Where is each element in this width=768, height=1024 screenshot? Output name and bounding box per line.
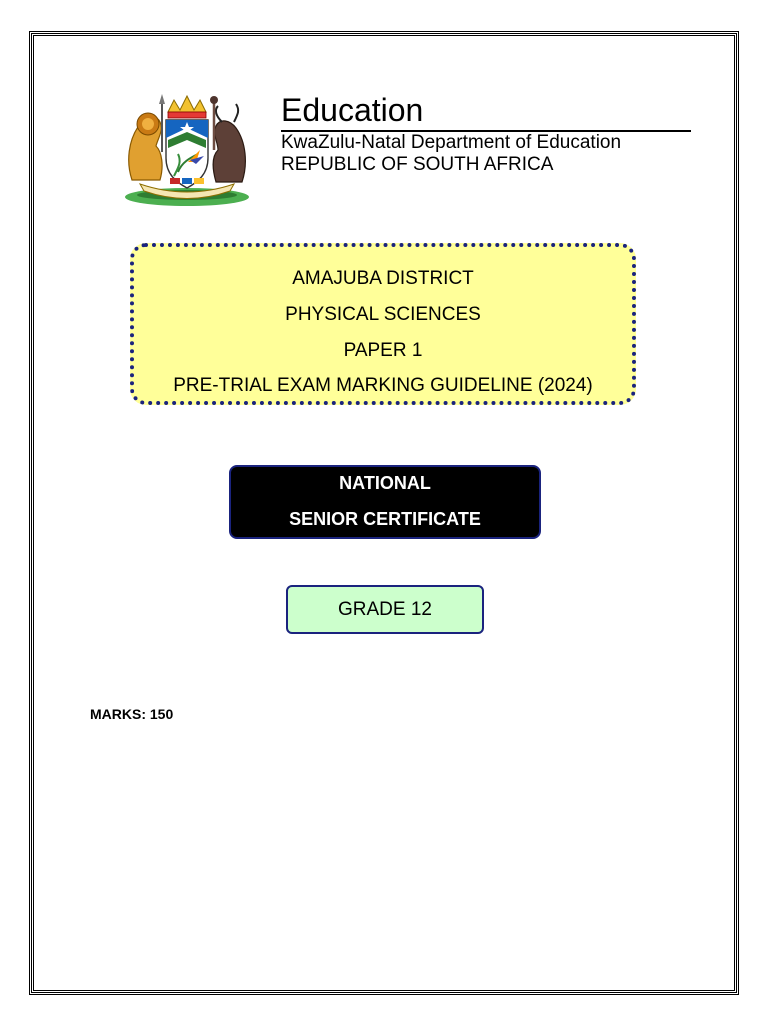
certificate-line-senior: SENIOR CERTIFICATE <box>289 509 481 529</box>
total-marks: MARKS: 150 <box>90 706 174 722</box>
grade-badge: GRADE 12 <box>286 585 484 634</box>
paper-title-box <box>130 243 636 405</box>
header-text-block <box>281 92 691 176</box>
district-line: AMAJUBA DISTRICT <box>292 268 474 289</box>
country-name: REPUBLIC OF SOUTH AFRICA <box>281 154 554 175</box>
certificate-line-national: NATIONAL <box>339 473 431 493</box>
department-name: KwaZulu-Natal Department of Education <box>281 132 622 153</box>
page-title: Education <box>281 92 691 132</box>
paper-line: PAPER 1 <box>343 340 423 361</box>
certificate-banner <box>229 465 541 539</box>
exam-type-line: PRE-TRIAL EXAM MARKING GUIDELINE (2024) <box>173 375 593 396</box>
coat-of-arms-icon <box>118 92 256 212</box>
subject-line: PHYSICAL SCIENCES <box>285 304 481 325</box>
